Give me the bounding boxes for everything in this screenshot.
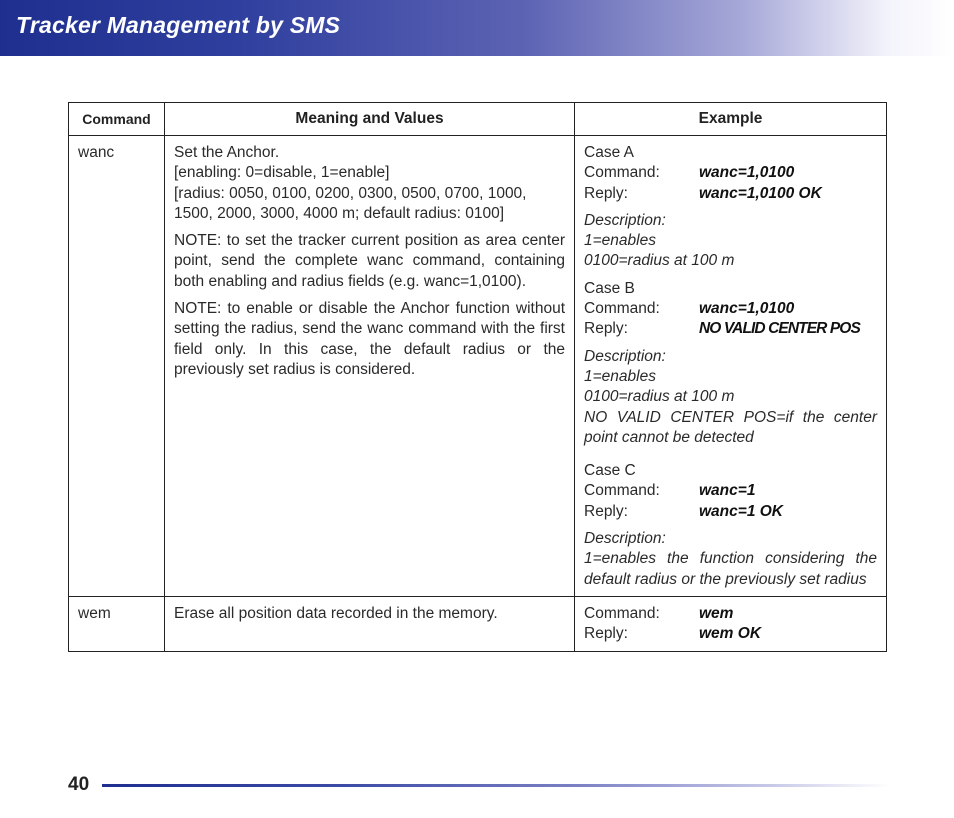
command-line (584, 163, 877, 183)
case-block (584, 279, 877, 448)
meaning-note: NOTE: to set the tracker current position as area center point, send the complete wanc command, containing both enabling and radius fields (e.g. wanc=1,0100). (174, 232, 565, 290)
reply-value: wanc=1 OK (699, 502, 783, 520)
meaning-paragraph: Erase all position data recorded in the memory. (174, 604, 498, 622)
footer-divider (102, 784, 890, 787)
reply-label: Reply: (584, 320, 628, 338)
command-label: Command: (584, 164, 660, 182)
meaning-cell (165, 136, 575, 597)
command-cell: wem (69, 596, 165, 651)
column-header-meaning: Meaning and Values (165, 103, 575, 136)
reply-value: wem OK (699, 625, 762, 643)
table-row (69, 596, 887, 651)
page-number: 40 (68, 774, 90, 795)
page-title: Tracker Management by SMS (16, 12, 341, 38)
meaning-paragraph: Set the Anchor. [enabling: 0=disable, 1=enable] [radius: 0050, 0100, 0200, 0300, 0500, 0700, 1000, 1500, 2000, 3000, 4000 m; default radius: 0100] (174, 144, 527, 222)
command-value: wanc=1,0100 (699, 164, 795, 182)
reply-line (584, 502, 877, 522)
reply-value: NO VALID CENTER POS (699, 320, 860, 338)
case-title: Case A (584, 144, 634, 161)
header-band (0, 0, 954, 56)
column-header-command: Command (69, 103, 165, 136)
command-value: wanc=1,0100 (699, 300, 795, 318)
table-header-row (69, 103, 887, 136)
reply-label: Reply: (584, 625, 628, 643)
table-row (69, 136, 887, 597)
command-value: wanc=1 (699, 482, 756, 500)
reply-label: Reply: (584, 184, 628, 202)
meaning-cell (165, 596, 575, 651)
example-cell (575, 136, 887, 597)
command-line (584, 604, 877, 624)
command-line (584, 481, 877, 501)
case-description: Description: 1=enables 0100=radius at 100 m (584, 211, 735, 270)
command-label: Command: (584, 482, 660, 500)
reply-line (584, 319, 877, 339)
example-cell (575, 596, 887, 651)
case-block (584, 461, 877, 590)
command-line (584, 299, 877, 319)
reply-line (584, 624, 877, 644)
command-label: Command: (584, 604, 660, 622)
command-table (68, 102, 887, 652)
case-block (584, 143, 877, 272)
meaning-note: NOTE: to enable or disable the Anchor function without setting the radius, send the wanc command with the first field only. In this case, the default radius or the previously set radius is considered. (174, 300, 565, 378)
case-title: Case B (584, 279, 635, 297)
reply-value: wanc=1,0100 OK (699, 184, 822, 202)
case-description: Description: 1=enables the function considering the default radius or the previously set radius (584, 530, 877, 588)
command-label: Command: (584, 300, 660, 318)
reply-label: Reply: (584, 502, 628, 520)
case-title: Case C (584, 462, 636, 480)
column-header-example: Example (575, 103, 887, 136)
command-cell: wanc (69, 136, 165, 597)
case-description: Description: 1=enables 0100=radius at 100 m NO VALID CENTER POS=if the center point cannot be detected (584, 347, 877, 446)
reply-line (584, 184, 877, 204)
command-value: wem (699, 604, 734, 622)
